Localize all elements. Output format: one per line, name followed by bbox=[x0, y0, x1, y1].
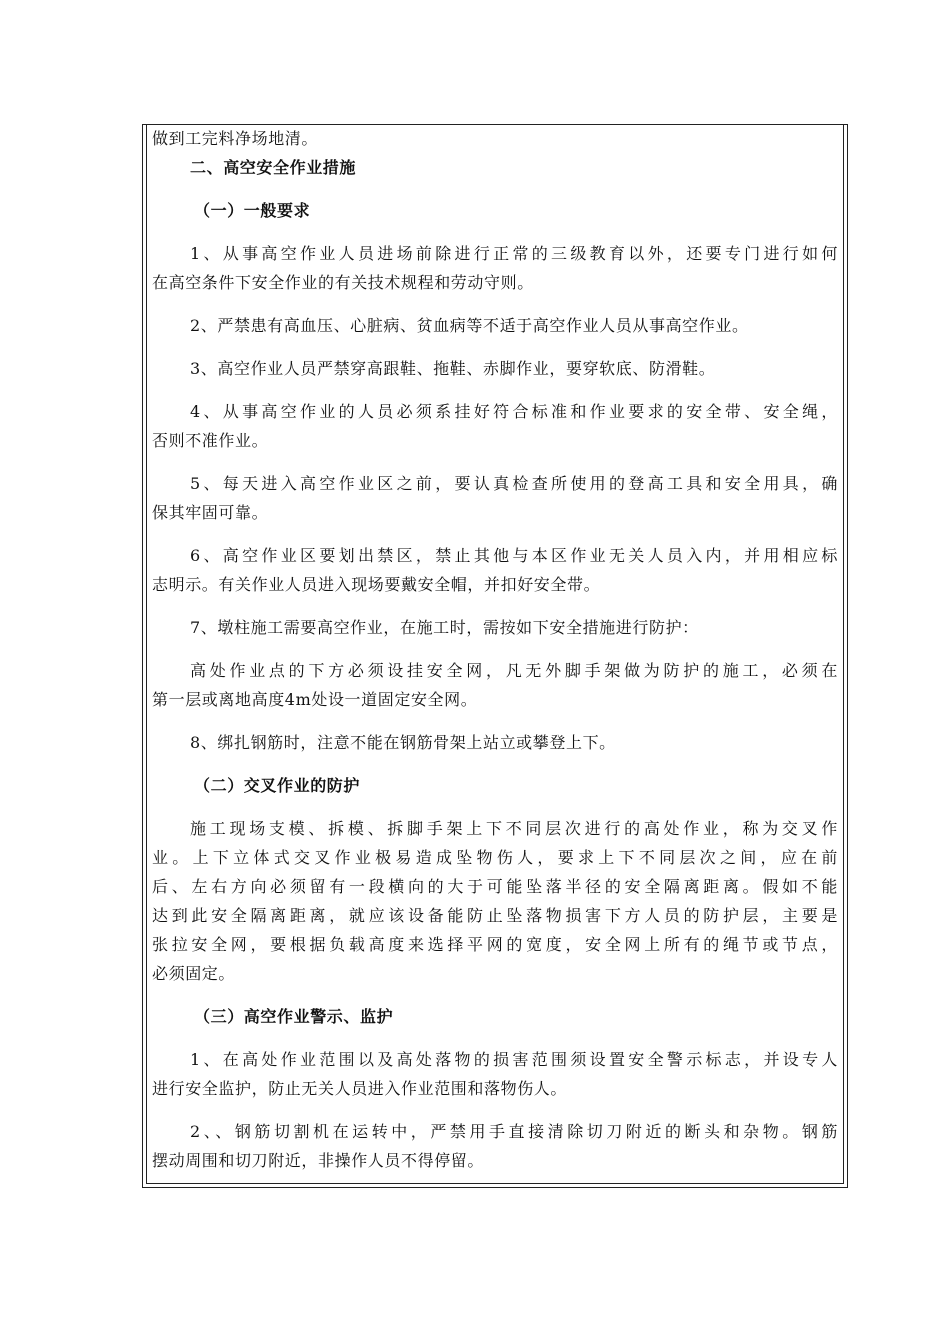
paragraph bbox=[152, 656, 838, 714]
paragraph-line: 必须固定。 bbox=[152, 964, 236, 983]
paragraph bbox=[152, 814, 838, 988]
paragraph-line: 在高空条件下安全作业的有关技术规程和劳动守则。 bbox=[152, 273, 534, 292]
paragraph-line: 4、从事高空作业的人员必须系挂好符合标准和作业要求的安全带、安全绳， bbox=[190, 402, 838, 421]
paragraph-line: 否则不准作业。 bbox=[152, 431, 269, 450]
paragraph-line: 7、墩柱施工需要高空作业，在施工时，需按如下安全措施进行防护： bbox=[190, 618, 699, 637]
paragraph bbox=[152, 728, 838, 757]
paragraph-line: 6、高空作业区要划出禁区，禁止其他与本区作业无关人员入内，并用相应标 bbox=[190, 546, 838, 565]
document-body bbox=[152, 124, 838, 1175]
paragraph-line: 志明示。有关作业人员进入现场要戴安全帽，并扣好安全带。 bbox=[152, 575, 601, 594]
paragraph bbox=[152, 239, 838, 297]
subsection-title-cross-work: （二）交叉作业的防护 bbox=[194, 776, 361, 795]
paragraph bbox=[152, 1045, 838, 1103]
paragraph-line: 施工现场支模、拆模、拆脚手架上下不同层次进行的高处作业，称为交叉作 bbox=[190, 819, 838, 838]
paragraph bbox=[152, 541, 838, 599]
paragraph-line: 达到此安全隔离距离，就应该设备能防止坠落物损害下方人员的防护层，主要是 bbox=[152, 906, 838, 925]
paragraph-line: 高处作业点的下方必须设挂安全网，凡无外脚手架做为防护的施工，必须在 bbox=[190, 661, 838, 680]
paragraph-line: 张拉安全网，要根据负载高度来选择平网的宽度，安全网上所有的绳节或节点， bbox=[152, 935, 838, 954]
paragraph bbox=[152, 469, 838, 527]
paragraph-line: 进行安全监护，防止无关人员进入作业范围和落物伤人。 bbox=[152, 1079, 568, 1098]
paragraph-line: 1、从事高空作业人员进场前除进行正常的三级教育以外，还要专门进行如何 bbox=[190, 244, 838, 263]
paragraph-line: 8、绑扎钢筋时，注意不能在钢筋骨架上站立或攀登上下。 bbox=[190, 733, 616, 752]
subsection-title-warning: （三）高空作业警示、监护 bbox=[194, 1007, 394, 1026]
continuation-text: 做到工完料净场地清。 bbox=[152, 129, 319, 148]
paragraph-line: 2、、钢筋切割机在运转中，严禁用手直接清除切刀附近的断头和杂物。钢筋 bbox=[190, 1122, 838, 1141]
paragraph bbox=[152, 311, 838, 340]
paragraph-line: 摆动周围和切刀附近，非操作人员不得停留。 bbox=[152, 1151, 485, 1170]
paragraph bbox=[152, 613, 838, 642]
paragraph-line: 3、高空作业人员严禁穿高跟鞋、拖鞋、赤脚作业，要穿软底、防滑鞋。 bbox=[190, 359, 716, 378]
paragraph bbox=[152, 1117, 838, 1175]
paragraph-line: 1、在高处作业范围以及高处落物的损害范围须设置安全警示标志，并设专人 bbox=[190, 1050, 838, 1069]
paragraph-line: 业。上下立体式交叉作业极易造成坠物伤人，要求上下不同层次之间，应在前 bbox=[152, 848, 838, 867]
paragraph-line: 保其牢固可靠。 bbox=[152, 503, 269, 522]
paragraph-line: 5、每天进入高空作业区之前，要认真检查所使用的登高工具和安全用具，确 bbox=[190, 474, 838, 493]
paragraph bbox=[152, 397, 838, 455]
paragraph bbox=[152, 354, 838, 383]
paragraph-line: 2、严禁患有高血压、心脏病、贫血病等不适于高空作业人员从事高空作业。 bbox=[190, 316, 749, 335]
paragraph-line: 第一层或离地高度4m处设一道固定安全网。 bbox=[152, 690, 478, 709]
section-title: 二、高空安全作业措施 bbox=[190, 158, 357, 177]
paragraph-line: 后、左右方向必须留有一段横向的大于可能坠落半径的安全隔离距离。假如不能 bbox=[152, 877, 838, 896]
subsection-title-general: （一）一般要求 bbox=[194, 201, 311, 220]
